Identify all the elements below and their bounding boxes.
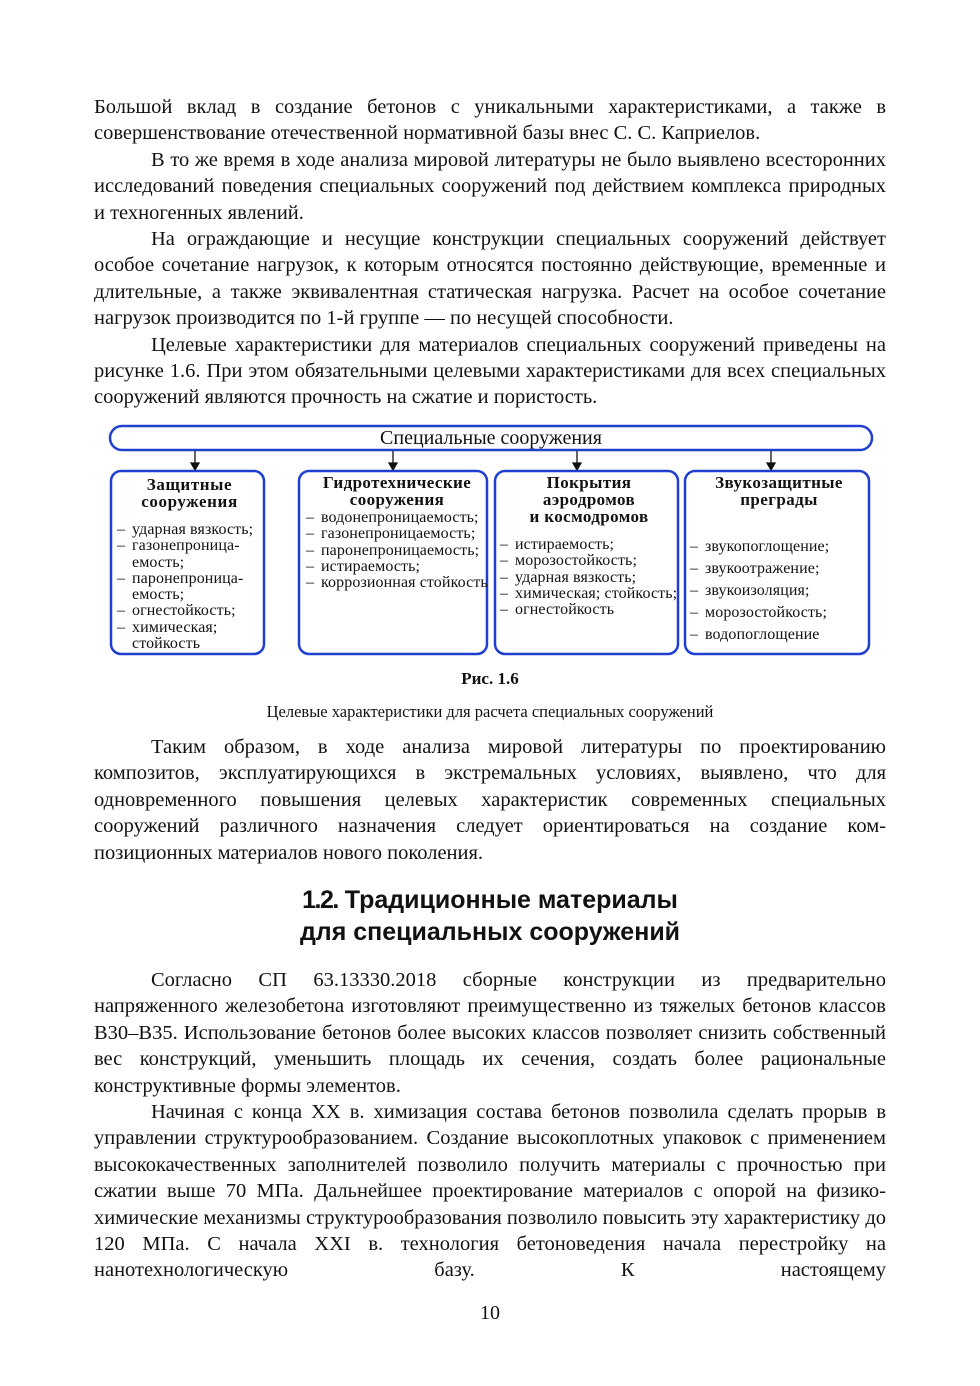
- paragraph-1: Большой вклад в создание бетонов с уникальными характеристиками, а также в совершенствование отечественной нормативной базы внес С. С. Каприелов.: [94, 96, 886, 145]
- list-item: – истираемость;: [500, 536, 615, 553]
- list-item: – морозостойкость;: [690, 604, 827, 621]
- list-item: – огнестойкость: [500, 601, 615, 619]
- paragraph-3: На ограждающие и несущие конструкции специальных сооружений действует особое сочетание нагрузок, к которым относятся постоянно действующие, временные и длительные, а также эквивалентная статическая нагрузка. Расчет на особое сочетание нагрузок производится по 1-й группе — по несущей способности.: [94, 228, 886, 330]
- paragraph-2: В то же время в ходе анализа мировой литературы не было выявлено всесторонних исследований поведения специальных сооружений под действием комплекса природных и техногенных явлений.: [94, 148, 886, 224]
- paragraph-4: Целевые характеристики для материалов специальных сооружений приведены на рисунке 1.6. При этом обязательными целевыми характеристиками для всех специальных сооружений являются прочность на сжатие и пористость.: [94, 333, 886, 409]
- list-item: – звукоотражение;: [690, 560, 820, 577]
- box-items: [500, 537, 678, 618]
- diagram-title: Специальные сооружения: [380, 427, 602, 449]
- box-heading: Гидротехнические сооружения: [322, 473, 472, 509]
- paragraph-5: Таким образом, в ходе анализа мировой литературы по проектированию композитов, эксплуатирующихся в экстремальных условиях, выявлено, что для одновременного повышения целевых характеристик современных специальных сооружений различного назначения следует ориентироваться на создание композиционных материалов нового поколения.: [94, 736, 886, 864]
- page-number: 10: [480, 1302, 500, 1324]
- list-item: – паронепроницаемость;: [306, 541, 480, 559]
- middle-text: [94, 734, 886, 866]
- list-item: – паронепроницаемость;: [117, 569, 244, 604]
- box-heading: Защитные сооружения: [141, 475, 238, 511]
- list-item: – ударная вязкость;: [117, 521, 254, 538]
- list-item: – химическая; стойкость;: [500, 584, 678, 602]
- box-items: [306, 510, 488, 591]
- box-heading: Звукозащитные преграды: [715, 473, 843, 509]
- box-airfields: [500, 474, 678, 618]
- top-text: [94, 94, 886, 411]
- figure-diagram: [108, 424, 874, 658]
- arrows: [191, 451, 775, 470]
- section-heading: [0, 884, 980, 948]
- list-item: – водопоглощение: [690, 626, 820, 643]
- list-item: – истираемость;: [306, 557, 421, 575]
- box-heading: Покрытия аэродромов и космодромов: [529, 473, 649, 526]
- section-title-line2: для специальных сооружений: [299, 918, 681, 946]
- list-item: – водонепроницаемость;: [306, 509, 479, 526]
- box-hydro: [306, 474, 488, 591]
- box-items: [690, 536, 868, 646]
- list-item: – газонепроницаемость;: [306, 525, 476, 543]
- bottom-text: [94, 967, 886, 1284]
- box-sound: [690, 474, 868, 646]
- paragraph-7: Начиная с конца XX в. химизация состава бетонов позволила сделать прорыв в управлении структурообразованием. Создание высокоплотных упаковок с применением высококачественных заполнителей позволило получить материалы с прочностью при сжатии выше 70 МПа. Дальнейшее проектирование материалов с опорой на физико-химические механизмы структурообразования позволило повысить эту характеристику до 120 МПа. С начала XXI в. технология бетоноведения начала перестройку на нанотехнологическую базу. К настоящему: [94, 1101, 886, 1282]
- list-item: – морозостойкость;: [500, 552, 637, 570]
- list-item: – огнестойкость;: [117, 602, 236, 620]
- list-item: – ударная вязкость;: [500, 568, 637, 586]
- box-protective: [117, 476, 262, 652]
- section-title-line1: Традиционные материалы: [344, 886, 678, 914]
- figure-caption: Целевые характеристики для расчета специальных сооружений: [266, 702, 714, 721]
- list-item: – газонепроницаемость;: [117, 537, 240, 571]
- paragraph-6: Согласно СП 63.13330.2018 сборные конструкции из предварительно напряженного железобетона изготовляют преимущественно из тяжелых бетонов классов В30–В35. Использование бетонов более высоких классов позволяет снизить собственный вес конструкций, уменьшить площадь их сечения, создать более рациональные конструктивные формы элементов.: [94, 969, 886, 1097]
- list-item: – звукоизоляция;: [690, 582, 810, 599]
- list-item: – звукопоглощение;: [690, 538, 830, 555]
- figure-label: Рис. 1.6: [461, 669, 519, 688]
- list-item: – химическая; стойкость: [117, 618, 218, 653]
- box-items: [117, 522, 262, 652]
- list-item: – коррозионная стойкость: [306, 574, 488, 592]
- section-number: 1.2.: [302, 886, 338, 914]
- section-heading-line-1: [0, 884, 980, 916]
